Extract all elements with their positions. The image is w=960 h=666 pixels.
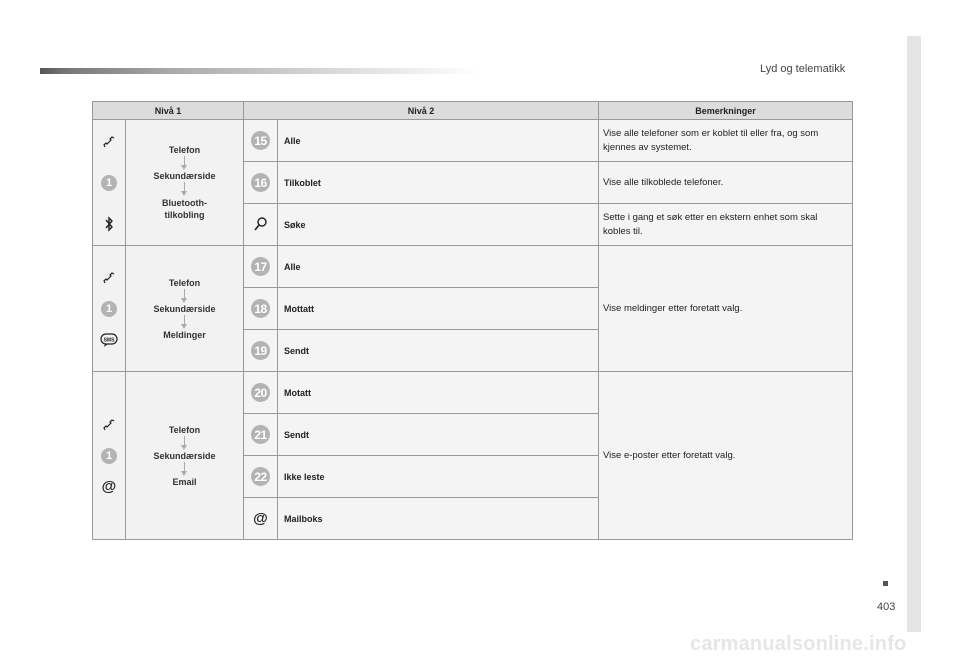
down-arrow-icon (184, 182, 185, 192)
settings-table (92, 101, 853, 540)
table-row (93, 246, 853, 288)
table-row (93, 120, 853, 162)
number-1-icon: 1 (101, 301, 117, 317)
level2-label: Sendt (278, 414, 599, 456)
step-badge: 21 (251, 425, 270, 444)
phone-icon (100, 269, 118, 287)
step-badge: 18 (251, 299, 270, 318)
watermark: carmanualsonline.info (690, 633, 907, 655)
table-row (93, 372, 853, 414)
page-number: 403 (877, 601, 896, 613)
number-1-icon: 1 (101, 175, 117, 191)
step-badge: 22 (251, 467, 270, 486)
level2-label: Alle (278, 120, 599, 162)
level1-step: Sekundærside (153, 450, 216, 461)
note-text: Vise alle telefoner som er koblet til eller fra, og som kjennes av systemet. (599, 120, 853, 162)
note-text: Vise alle tilkoblede telefoner. (599, 162, 853, 204)
step-badge: 15 (251, 131, 270, 150)
level1-path (126, 120, 244, 246)
level2-label: Sendt (278, 330, 599, 372)
bluetooth-icon (100, 215, 118, 233)
level2-label: Søke (278, 204, 599, 246)
header-level2: Nivå 2 (244, 102, 599, 120)
page-header-title: Lyd og telematikk (760, 63, 846, 75)
down-arrow-icon (184, 315, 185, 325)
step-badge: 17 (251, 257, 270, 276)
level2-label: Mailboks (278, 498, 599, 540)
level1-icons (93, 372, 126, 540)
step-badge: 16 (251, 173, 270, 192)
number-1-icon: 1 (101, 448, 117, 464)
down-arrow-icon (184, 289, 185, 299)
level2-label: Motatt (278, 372, 599, 414)
table-header-row (93, 102, 853, 120)
level1-step: Telefon (168, 424, 201, 435)
level1-step: Email (172, 476, 197, 487)
note-text: Sette i gang et søk etter en ekstern enhet som skal kobles til. (599, 204, 853, 246)
at-icon: @ (101, 478, 117, 495)
note-text: Vise meldinger etter foretatt valg. (599, 246, 853, 372)
svg-text:SMS: SMS (103, 337, 115, 343)
level1-icons (93, 120, 126, 246)
down-arrow-icon (184, 462, 185, 472)
search-icon (253, 224, 269, 234)
level2-label: Alle (278, 246, 599, 288)
level1-step: Meldinger (163, 329, 206, 340)
header-level1: Nivå 1 (93, 102, 244, 120)
header-notes: Bemerkninger (599, 102, 853, 120)
level1-icons (93, 246, 126, 372)
level1-step: Sekundærside (153, 170, 216, 181)
phone-icon (100, 416, 118, 434)
page-marker (883, 581, 888, 586)
phone-icon (100, 133, 118, 151)
level2-label: Tilkoblet (278, 162, 599, 204)
down-arrow-icon (184, 156, 185, 166)
level2-label: Ikke leste (278, 456, 599, 498)
step-badge: 20 (251, 383, 270, 402)
level1-step: Bluetooth- tilkobling (162, 197, 207, 220)
at-icon: @ (253, 510, 268, 527)
level1-step: Telefon (168, 277, 201, 288)
sms-icon (100, 331, 118, 349)
level1-path (126, 246, 244, 372)
step-badge: 19 (251, 341, 270, 360)
page-edge-strip (907, 36, 921, 632)
down-arrow-icon (184, 436, 185, 446)
header-decoration-bar (40, 68, 480, 74)
level1-path (126, 372, 244, 540)
note-text: Vise e-poster etter foretatt valg. (599, 372, 853, 540)
level1-step: Sekundærside (153, 303, 216, 314)
level2-label: Mottatt (278, 288, 599, 330)
level1-step: Telefon (168, 144, 201, 155)
